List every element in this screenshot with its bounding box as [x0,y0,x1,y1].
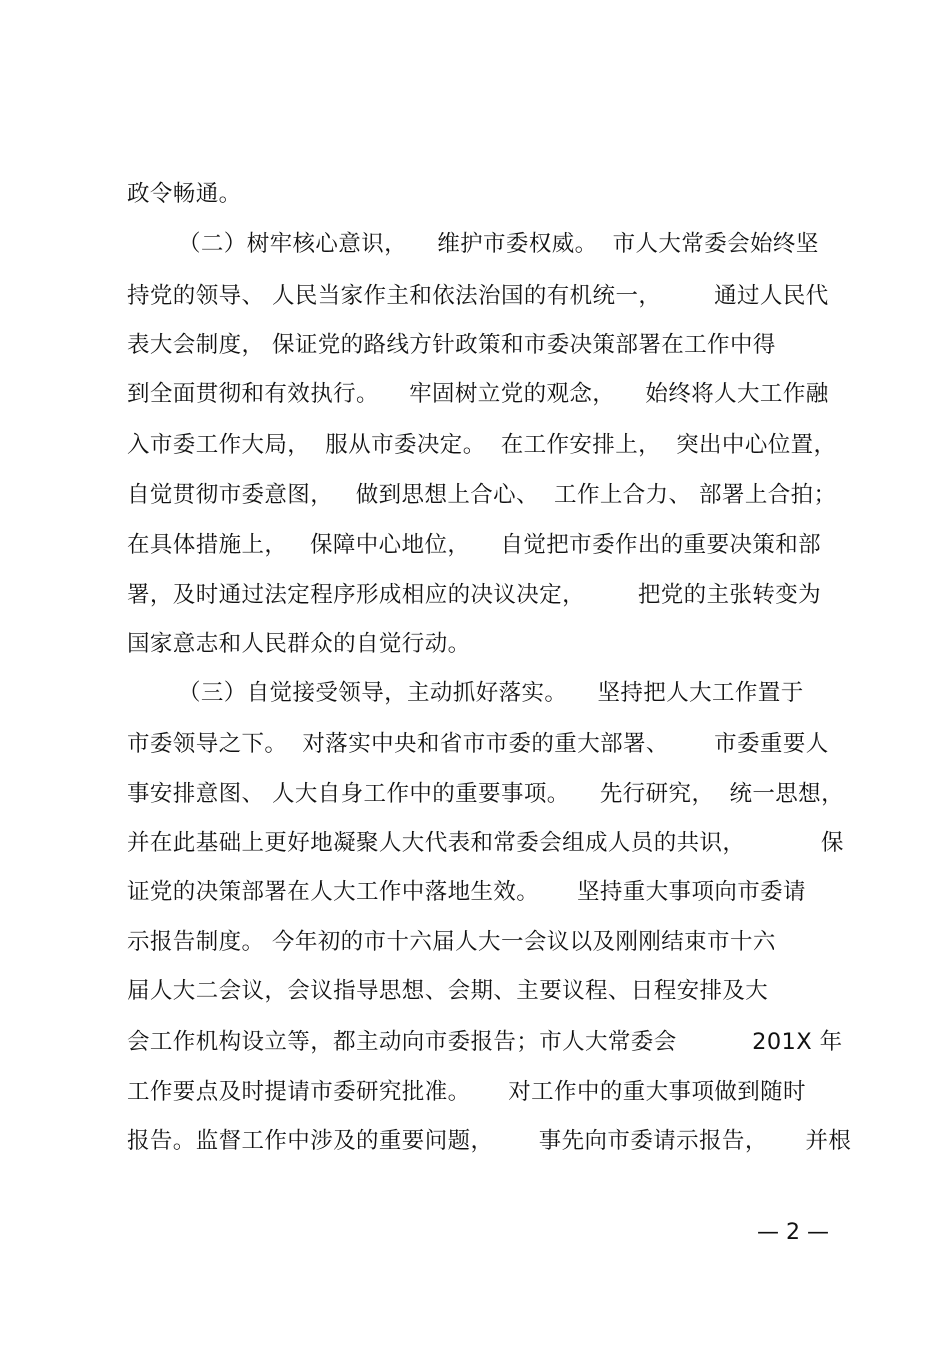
paragraph-line: （二）树牢核心意识， 维护市委权威。 市人大常委会始终坚 [178,231,819,257]
paragraph-line: 会工作机构设立等，都主动向市委报告；市人大常委会 201X 年 [127,1029,843,1055]
paragraph-line: 到全面贯彻和有效执行。 牢固树立党的观念， 始终将人大工作融 [127,381,829,407]
paragraph-line: 自觉贯彻市委意图， 做到思想上合心、 工作上合力、 部署上合拍； [127,482,837,508]
page-number: — 2 — [757,1220,829,1245]
paragraph-line: 市委领导之下。 对落实中央和省市市委的重大部署、 市委重要人 [127,731,829,757]
paragraph-line: 持党的领导、 人民当家作主和依法治国的有机统一， 通过人民代 [127,283,829,309]
paragraph-line: 示报告制度。 今年初的市十六届人大一会议以及刚刚结束市十六 [127,929,776,955]
paragraph-line: 在具体措施上， 保障中心地位， 自觉把市委作出的重要决策和部 [127,532,822,558]
paragraph-line: 届人大二会议，会议指导思想、会期、主要议程、日程安排及大 [127,978,769,1004]
paragraph-line: 表大会制度， 保证党的路线方针政策和市委决策部署在工作中得 [127,332,776,358]
paragraph-line: 报告。监督工作中涉及的重要问题， 事先向市委请示报告， 并根 [127,1128,852,1154]
paragraph-line: 入市委工作大局， 服从市委决定。 在工作安排上， 突出中心位置， [127,432,837,458]
paragraph-line: 证党的决策部署在人大工作中落地生效。 坚持重大事项向市委请 [127,879,806,905]
paragraph-line: 国家意志和人民群众的自觉行动。 [127,631,471,657]
paragraph-line: 工作要点及时提请市委研究批准。 对工作中的重大事项做到随时 [127,1079,806,1105]
paragraph-line: 署，及时通过法定程序形成相应的决议决定， 把党的主张转变为 [127,582,822,608]
paragraph-line: 政令畅通。 [127,181,242,207]
paragraph-line: 并在此基础上更好地凝聚人大代表和常委会组成人员的共识， 保 [127,830,844,856]
paragraph-line: （三）自觉接受领导，主动抓好落实。 坚持把人大工作置于 [178,680,804,706]
paragraph-line: 事安排意图、 人大自身工作中的重要事项。 先行研究， 统一思想， [127,781,844,807]
